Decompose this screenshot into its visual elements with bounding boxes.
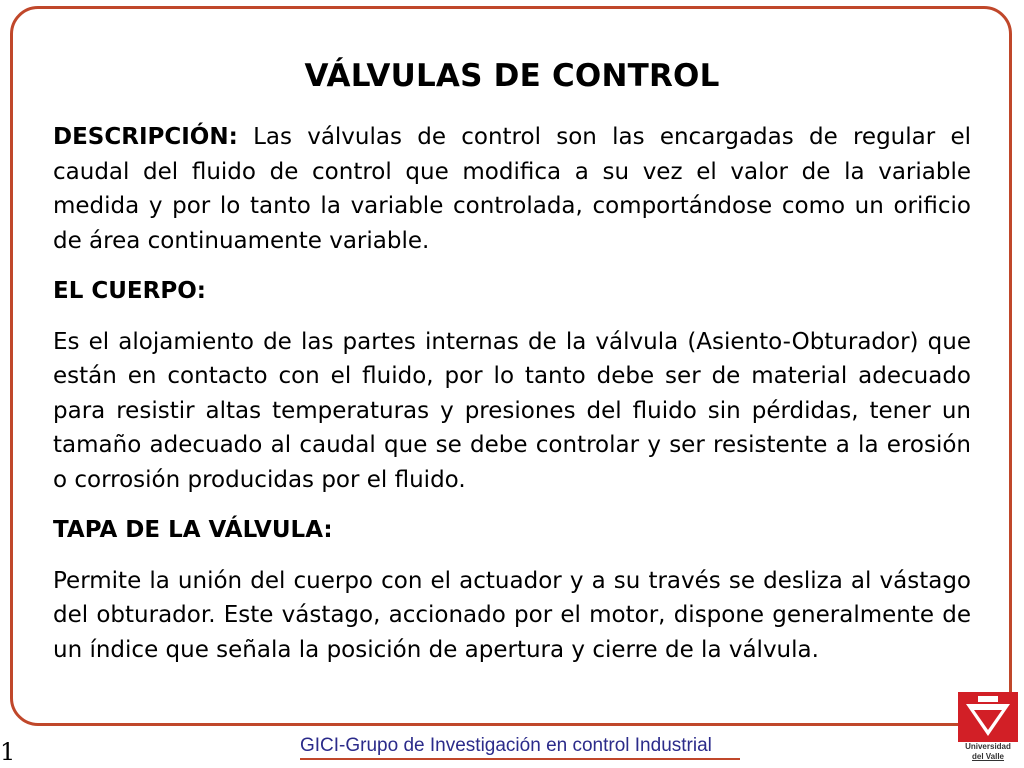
logo-line1: Universidad xyxy=(965,742,1011,751)
cuerpo-heading: EL CUERPO: xyxy=(53,278,206,304)
tapa-heading: TAPA DE LA VÁLVULA: xyxy=(53,517,333,543)
footer-text: GICI-Grupo de Investigación en control Industrial xyxy=(300,735,740,760)
university-logo-icon xyxy=(958,692,1018,742)
logo-line2: del Valle xyxy=(971,752,1005,761)
tapa-text: Permite la unión del cuerpo con el actuador y a su través se desliza al vástago del obturador. Este vástago, accionado por el motor, dispone generalmente de un índice que señala la posición de apertura y cierre de la válvula. xyxy=(53,567,971,663)
slide-title: VÁLVULAS DE CONTROL xyxy=(304,58,720,94)
cuerpo-text: Es el alojamiento de las partes internas de la válvula (Asiento-Obturador) que están en contacto con el fluido, por lo tanto debe ser de material adecuado para resistir altas temperaturas y presiones del fluido sin pérdidas, tener un tamaño adecuado al caudal que se debe controlar y ser resistente a la erosión o corrosión producidas por el fluido. xyxy=(53,328,971,493)
descripcion-text: Las válvulas de control son las encargadas de regular el caudal del fluido de control que modifica a su vez el valor de la variable medida y por lo tanto la variable controlada, comportándose como un orificio de área continuamente variable. xyxy=(53,124,971,254)
university-logo-text xyxy=(952,742,1024,762)
slide-number: 1 xyxy=(0,738,16,766)
descripcion-heading: DESCRIPCIÓN: xyxy=(53,124,238,150)
slide-body xyxy=(53,120,971,667)
descripcion-paragraph xyxy=(53,120,971,258)
